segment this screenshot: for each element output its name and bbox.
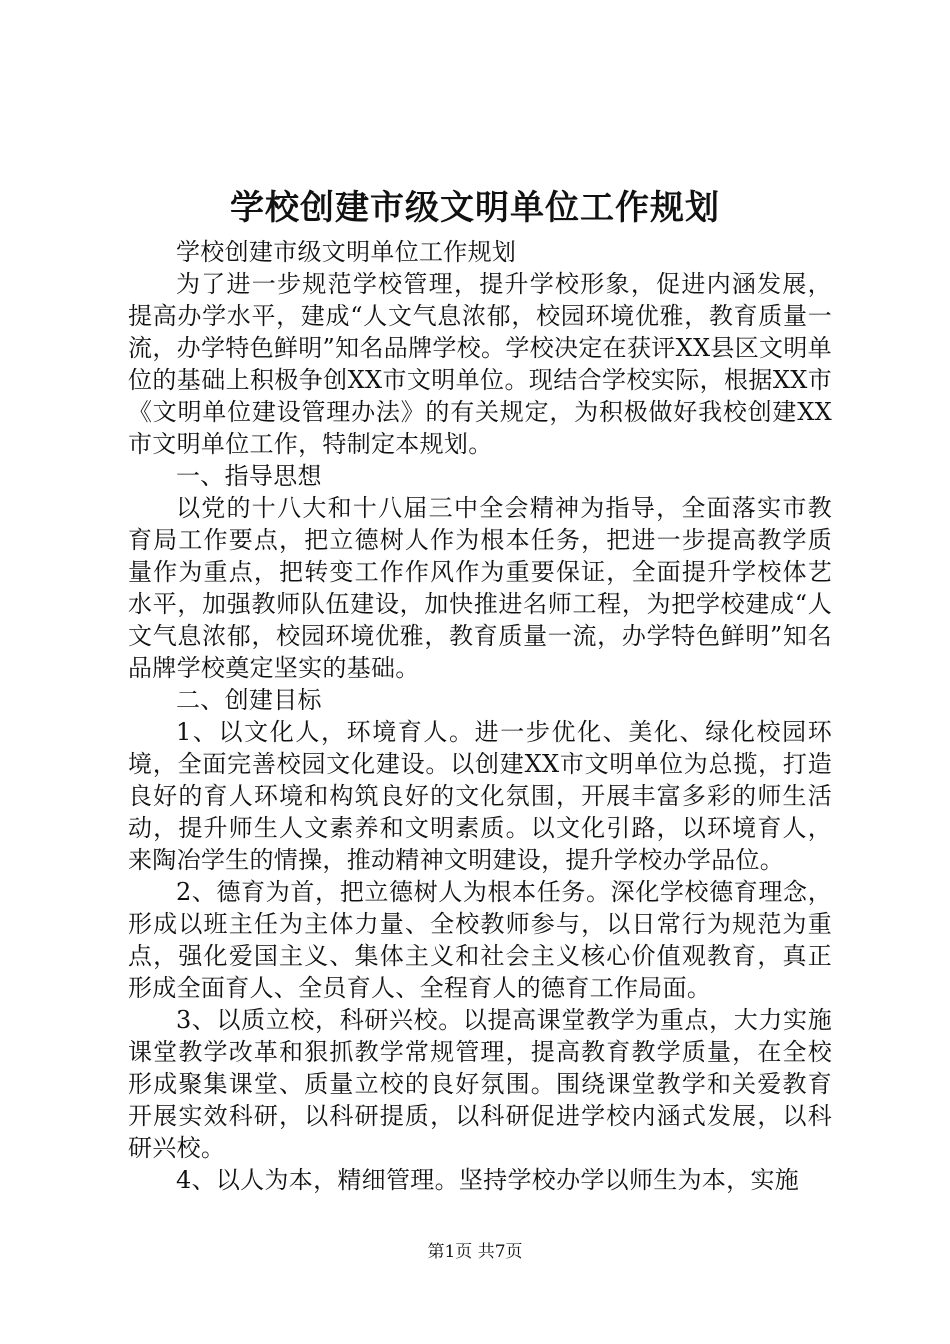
paragraph-goal-1: 1、以文化人，环境育人。进一步优化、美化、绿化校园环境，全面完善校园文化建设。以创建XX市文明单位为总揽，打造良好的育人环境和构筑良好的文化氛围，开展丰富多彩的师生活动，提升师生人文素养和文明素质。以文化引路，以环境育人，来陶冶学生的情操，推动精神文明建设，提升学校办学品位。 — [128, 718, 832, 874]
page-number-footer: 第1页 共7页 — [427, 1242, 523, 1262]
document-body — [128, 236, 832, 1196]
heading-goals: 二、创建目标 — [176, 686, 322, 714]
paragraph-goal-3: 3、以质立校，科研兴校。以提高课堂教学为重点，大力实施课堂教学改革和狠抓教学常规管理，提高教育教学质量，在全校形成聚集课堂、质量立校的良好氛围。围绕课堂教学和关爱教育开展实效科研，以科研提质，以科研促进学校内涵式发展，以科研兴校。 — [128, 1006, 832, 1162]
paragraph-subtitle: 学校创建市级文明单位工作规划 — [176, 238, 517, 266]
paragraph-intro: 为了进一步规范学校管理，提升学校形象，促进内涵发展，提高办学水平，建成“人文气息浓郁，校园环境优雅，教育质量一流，办学特色鲜明”知名品牌学校。学校决定在获评XX县区文明单位的基础上积极争创XX市文明单位。现结合学校实际，根据XX市《文明单位建设管理办法》的有关规定，为积极做好我校创建XX市文明单位工作，特制定本规划。 — [128, 270, 832, 458]
paragraph-goal-4: 4、以人为本，精细管理。坚持学校办学以师生为本，实施 — [176, 1166, 800, 1194]
paragraph-guiding-thought: 以党的十八大和十八届三中全会精神为指导，全面落实市教育局工作要点，把立德树人作为根本任务，把进一步提高教学质量作为重点，把转变工作作风作为重要保证，全面提升学校体艺水平，加强教师队伍建设，加快推进名师工程，为把学校建成“人文气息浓郁，校园环境优雅，教育质量一流，办学特色鲜明”知名品牌学校奠定坚实的基础。 — [128, 494, 832, 682]
heading-guiding-thought: 一、指导思想 — [176, 462, 322, 490]
document-title: 学校创建市级文明单位工作规划 — [230, 188, 720, 228]
paragraph-goal-2: 2、德育为首，把立德树人为根本任务。深化学校德育理念，形成以班主任为主体力量、全校教师参与，以日常行为规范为重点，强化爱国主义、集体主义和社会主义核心价值观教育，真正形成全面育人、全员育人、全程育人的德育工作局面。 — [128, 878, 832, 1002]
